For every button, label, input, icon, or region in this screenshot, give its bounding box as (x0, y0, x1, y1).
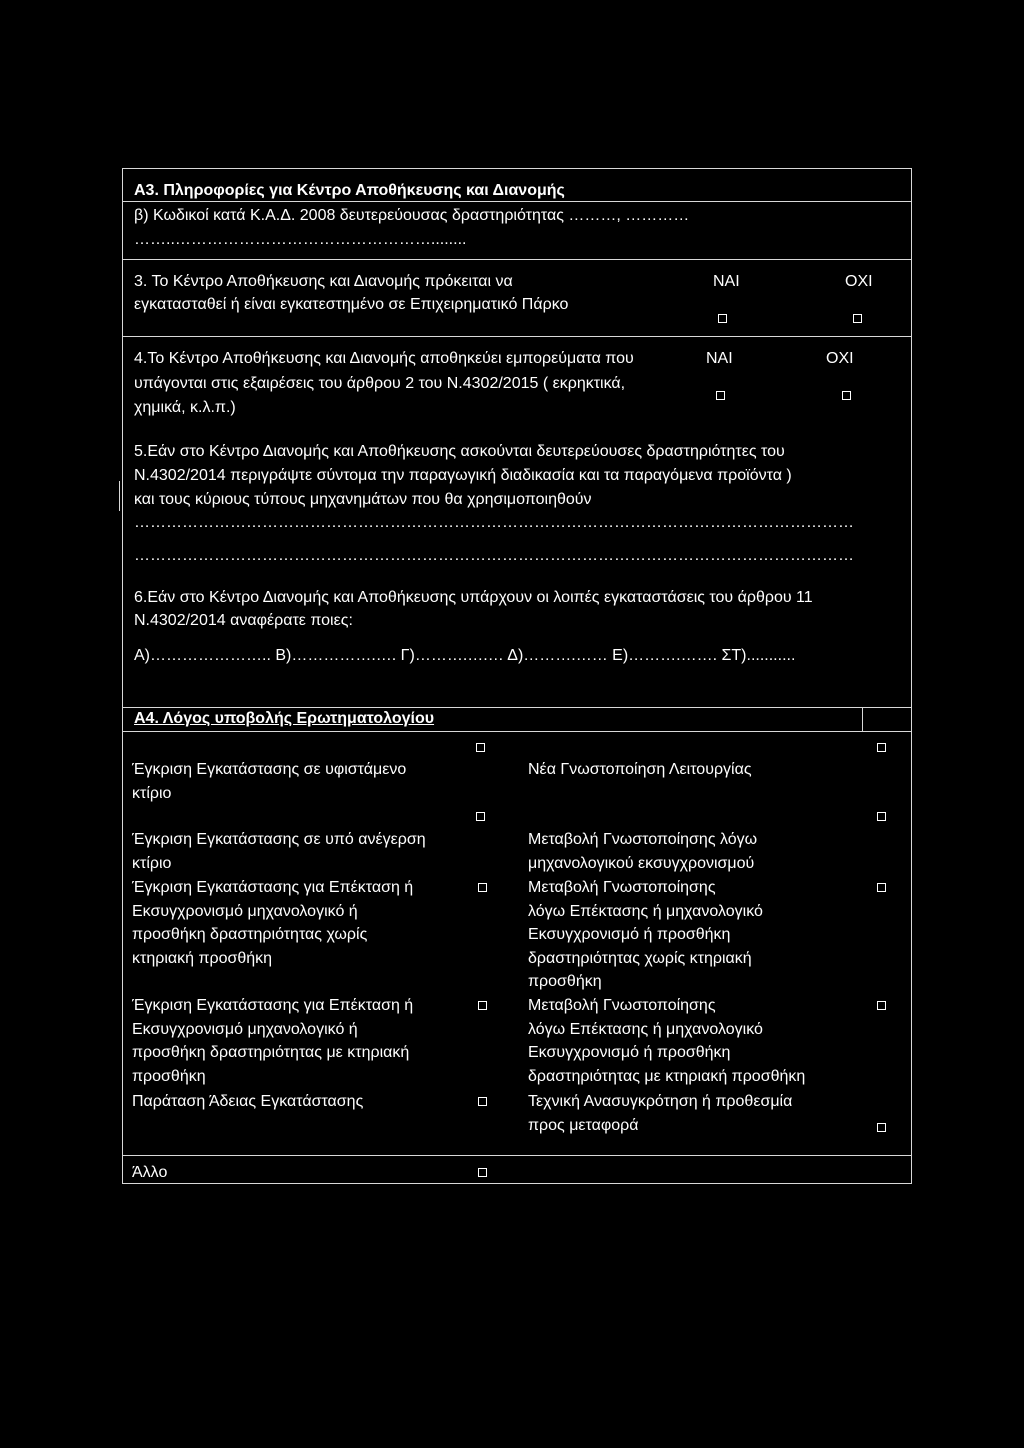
q6-options-line[interactable]: Α)………………….. Β)…………….…. Γ)……….….… Δ)……….…… Ε)……….……. ΣΤ)........... (134, 647, 796, 664)
q5-answer-line1[interactable]: ……………………………………………………………………………………………………………………… (134, 514, 854, 531)
checkbox-technical-reconstruction[interactable] (877, 1123, 886, 1132)
checkbox-expansion-with-building[interactable] (478, 1001, 487, 1010)
q4-yes-checkbox[interactable] (716, 391, 725, 400)
reason-extension-of-license: Παράταση Άδειας Εγκατάστασης (132, 1093, 364, 1110)
q5-answer-line2[interactable]: ……………………………………………………………………………………………………………………… (134, 547, 854, 564)
q4-no-label: ΟΧΙ (826, 350, 854, 367)
a3-section-title: Α3. Πληροφορίες για Κέντρο Αποθήκευσης και Διανομής (134, 182, 565, 199)
q4-yes-label: ΝΑΙ (706, 350, 733, 367)
reason-modification-mech: Μεταβολή Γνωστοποίησης λόγω μηχανολογικού εκσυγχρονισμού (528, 831, 758, 872)
q3-no-checkbox[interactable] (853, 314, 862, 323)
reason-expansion-no-building: Έγκριση Εγκατάστασης για Επέκταση ή Εκσυγχρονισμό μηχανολογικό ή προσθήκη δραστηριότητας χωρίς κτηριακή προσθήκη (132, 879, 414, 967)
q3-yes-checkbox[interactable] (718, 314, 727, 323)
reason-under-construction: Έγκριση Εγκατάστασης σε υπό ανέγερση κτίριο (132, 831, 426, 872)
reason-technical-reconstruction: Τεχνική Ανασυγκρότηση ή προθεσμία προς μεταφορά (528, 1093, 793, 1134)
a4-title-divider (122, 731, 912, 732)
q5-text-line2: Ν.4302/2014 περιγράψτε σύντομα την παραγωγική διαδικασία και τα παραγόμενα προϊόντα ) (134, 467, 792, 484)
reason-modification-with-building: Μεταβολή Γνωστοποίησης λόγω Επέκτασης ή μηχανολογικό Εκσυγχρονισμό ή προσθήκη δραστηριότητας με κτηριακή προσθήκη (528, 997, 806, 1085)
checkbox-modification-mech[interactable] (877, 812, 886, 821)
a4-title-right-edge (862, 707, 863, 731)
q5-text-line3: και τους κύριους τύπους μηχανημάτων που θα χρησιμοποιηθούν (134, 491, 592, 508)
a3-q3-divider (122, 336, 912, 337)
checkbox-modification-no-building[interactable] (877, 883, 886, 892)
q3-yes-label: ΝΑΙ (713, 273, 740, 290)
q6-text-line1: 6.Εάν στο Κέντρο Διανομής και Αποθήκευσης υπάρχουν οι λοιπές εγκαταστάσεις του άρθρου 11 (134, 589, 813, 606)
reason-modification-no-building: Μεταβολή Γνωστοποίησης λόγω Επέκτασης ή μηχανολογικό Εκσυγχρονισμό ή προσθήκη δραστηριότητας χωρίς κτηριακή προσθήκη (528, 879, 763, 990)
q3-text-line1: 3. Το Κέντρο Αποθήκευσης και Διανομής πρόκειται να (134, 273, 513, 290)
checkbox-under-construction[interactable] (476, 812, 485, 821)
checkbox-expansion-no-building[interactable] (478, 883, 487, 892)
checkbox-new-notification[interactable] (877, 743, 886, 752)
q4-text-line2: υπάγονται στις εξαιρέσεις του άρθρου 2 του Ν.4302/2015 ( εκρηκτικά, (134, 375, 626, 392)
q4-no-checkbox[interactable] (842, 391, 851, 400)
nace-codes-line[interactable]: β) Κωδικοί κατά Κ.Α.Δ. 2008 δευτερεύουσας δραστηριότητας ………, ………… (134, 207, 690, 224)
checkbox-existing-building[interactable] (476, 743, 485, 752)
a3-codes-divider (122, 259, 912, 260)
reason-new-notification: Νέα Γνωστοποίηση Λειτουργίας (528, 761, 752, 778)
q5-text-line1: 5.Εάν στο Κέντρο Διανομής και Αποθήκευσης ασκούνται δευτερεύουσες δραστηριότητες του (134, 443, 785, 460)
q4-text-line1: 4.Το Κέντρο Αποθήκευσης και Διανομής αποθηκεύει εμπορεύματα που (134, 350, 634, 367)
checkbox-extension-of-license[interactable] (478, 1097, 487, 1106)
a4-section-title: Α4. Λόγος υποβολής Ερωτηματολογίου (134, 710, 435, 727)
nace-codes-dots[interactable]: ……..…………………………………………........ (134, 231, 467, 248)
checkbox-modification-with-building[interactable] (877, 1001, 886, 1010)
margin-bar (119, 481, 120, 511)
a4-final-divider (122, 1155, 912, 1156)
q6-text-line2: Ν.4302/2014 αναφέρατε ποιες: (134, 612, 353, 629)
reason-other: Άλλο (132, 1164, 168, 1181)
q3-text-line2: εγκατασταθεί ή είναι εγκατεστημένο σε Επιχειρηματικό Πάρκο (134, 296, 569, 313)
q4-text-line3: χημικά, κ.λ.π.) (134, 399, 236, 416)
reason-expansion-with-building: Έγκριση Εγκατάστασης για Επέκταση ή Εκσυγχρονισμό μηχανολογικό ή προσθήκη δραστηριότητας με κτηριακή προσθήκη (132, 997, 414, 1085)
q3-no-label: ΟΧΙ (845, 273, 873, 290)
checkbox-other[interactable] (478, 1168, 487, 1177)
reason-existing-building: Έγκριση Εγκατάστασης σε υφιστάμενο κτίριο (132, 761, 407, 802)
